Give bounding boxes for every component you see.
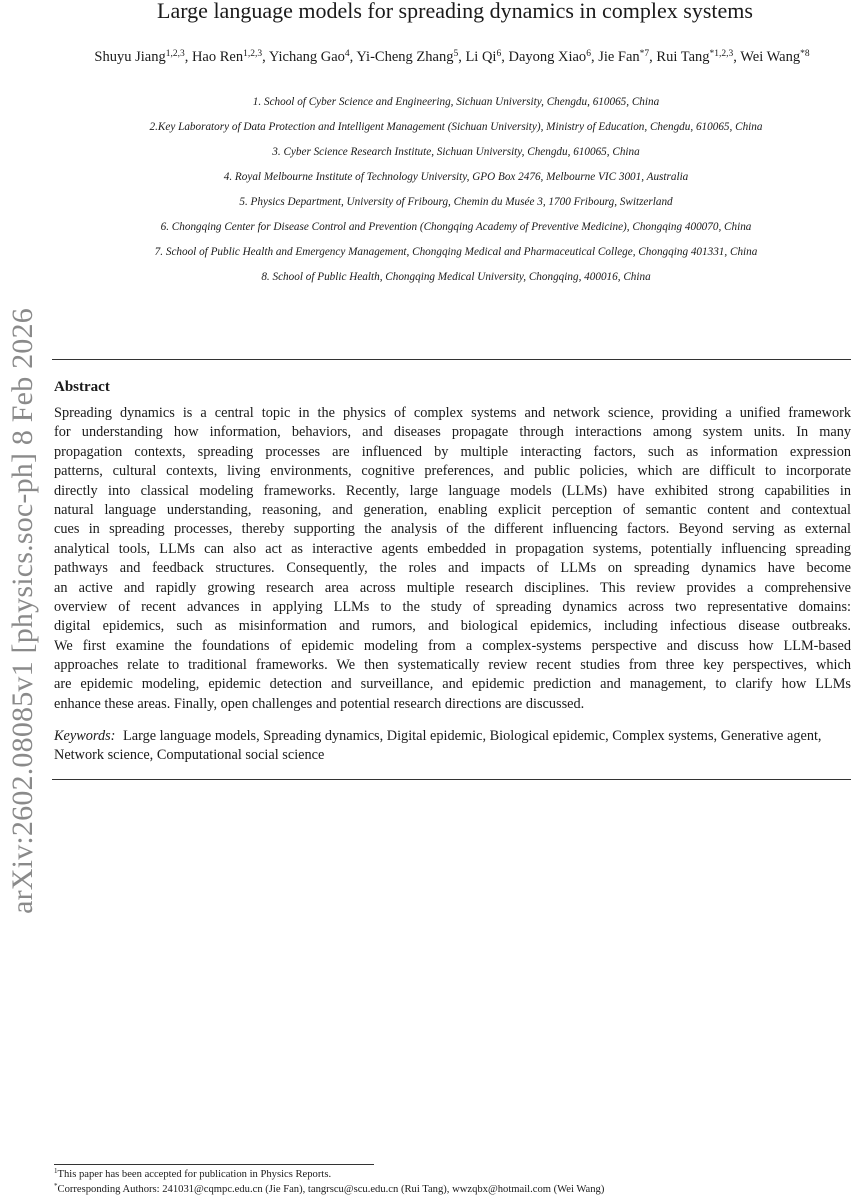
footnote-mark: 1 (54, 1167, 58, 1175)
affiliation-line: 3. Cyber Science Research Institute, Sichuan University, Chengdu, 610065, China (272, 146, 640, 158)
abstract-line: Spreading dynamics is a central topic in the physics of complex systems and network science, providing a unified framework (54, 405, 851, 421)
author-name: Yichang Gao (268, 49, 345, 65)
abstract-line: propagation contexts, spreading processes are influenced by multiple interacting factors, such as information expression (54, 443, 851, 460)
affiliation-line: 5. Physics Department, University of Fribourg, Chemin du Musée 3, 1700 Fribourg, Switzerland (239, 196, 673, 208)
author-affiliation-mark: *1,2,3 (709, 49, 734, 59)
abstract-line: enhance these areas. Finally, open challenges and potential research directions are discussed. (54, 695, 585, 712)
abstract-body (54, 404, 851, 714)
bottom-divider (52, 779, 851, 780)
author-list: Shuyu Jiang$^{1,2,3}$, Hao Ren$^{1,2,3}$, Yichang Gao$^4$, Yi-Cheng Zhang$^5$, Li Qi$^6$, Dayong Xiao$^6$, Jie Fan$^{*7}$, Rui Tang$^{*1,2,3}$, Wei Wang$^{*8}$ (94, 49, 810, 65)
abstract-line: overview of recent advances in applying LLMs to the study of spreading dynamics across two representative domains: (54, 598, 851, 615)
abstract-line: pathways and feedback structures. Consequently, the roles and impacts of LLMs on spreading dynamics have become (54, 560, 851, 577)
affiliation-line: 6. Chongqing Center for Disease Control and Prevention (Chongqing Academy of Preventive Medicine), Chongqing 400070, China (160, 221, 752, 233)
author-affiliation-mark: 6 (586, 49, 591, 59)
author-name: Dayong Xiao (508, 49, 587, 65)
author-affiliation-mark: 1,2,3 (243, 49, 263, 59)
abstract-line: patterns, cultural contexts, living environments, cognitive preferences, and public policies, which are difficult to incorporate (54, 463, 851, 480)
abstract-line: are epidemic modeling, epidemic detection and surveillance, and epidemic prediction and management, to clarify how LLMs (54, 676, 851, 693)
author-name: Li Qi (465, 49, 497, 65)
abstract-line: cues in spreading processes, thereby supporting the analysis of the different influencing factors. Beyond serving as external (54, 521, 851, 538)
abstract-line: for understanding how information, behaviors, and diseases propagate through interactions among system units. In many (54, 424, 851, 441)
footnote (54, 1167, 851, 1182)
author-name: Jie Fan (598, 49, 640, 65)
footnote-text: Corresponding Authors: 241031@cqmpc.edu.cn (Jie Fan), tangrscu@scu.edu.cn (Rui Tang), wwzqbx@hotmail.com (Wei Wang) (57, 1184, 605, 1195)
author-affiliation-mark: *7 (639, 49, 650, 59)
author-name: Rui Tang (656, 49, 710, 65)
abstract-line: an active and rapidly growing research area across multiple research disciplines. This review provides a comprehensive (54, 579, 851, 596)
author-affiliation-mark: *8 (800, 49, 810, 59)
footnotes (54, 1167, 851, 1197)
abstract-line: natural language understanding, reasoning, and generation, enabling explicit perception of semantic content and contextual (54, 501, 851, 518)
abstract-line: directly into classical modeling frameworks. Recently, large language models (LLMs) have exhibited strong capabilities in (54, 482, 851, 499)
footnote (54, 1182, 851, 1197)
affiliation-line: 8. School of Public Health, Chongqing Medical University, Chongqing, 400016, China (261, 271, 651, 283)
author-affiliation-mark: 4 (344, 49, 350, 59)
top-divider (52, 359, 851, 360)
abstract-heading: Abstract (54, 379, 110, 395)
affiliation-line: 7. School of Public Health and Emergency Management, Chongqing Medical and Pharmaceutical College, Chongqing 401331, China (154, 246, 758, 258)
abstract-line: We first examine the foundations of epidemic modeling from a complex-systems perspective and discuss how LLM-based (54, 637, 851, 654)
footnote-mark: * (54, 1182, 58, 1190)
abstract-line: digital epidemics, such as misinformation and rumors, and biological epidemics, including infectious disease outbreaks. (54, 618, 851, 635)
author-name: Shuyu Jiang (94, 49, 166, 65)
footnote-divider (54, 1164, 374, 1165)
abstract-line: analytical tools, LLMs can also act as interactive agents embedded in propagation systems, potentially influencing spreading (54, 540, 851, 557)
affiliation-line: 2.Key Laboratory of Data Protection and Intelligent Management (Sichuan University), Ministry of Education, Chengdu, 610065, China (149, 121, 763, 133)
author-name: Wei Wang (740, 49, 801, 65)
author-affiliation-mark: 6 (496, 49, 502, 59)
abstract-line: approaches relate to traditional frameworks. We then systematically review recent studies from three key perspectives, which (54, 657, 851, 674)
keywords-text: Large language models, Spreading dynamics, Digital epidemic, Biological epidemic, Complex systems, Generative agent, Network science, Computational social science (54, 728, 822, 764)
affiliation-line: 1. School of Cyber Science and Engineering, Sichuan University, Chengdu, 610065, China (252, 96, 660, 108)
author-name: Hao Ren (191, 49, 244, 65)
keywords-section (54, 727, 851, 766)
footnote-text: This paper has been accepted for publication in Physics Reports. (57, 1169, 332, 1180)
paper-title: Large language models for spreading dynamics in complex systems (157, 0, 753, 23)
author-name: Yi-Cheng Zhang (356, 49, 454, 65)
author-affiliation-mark: 5 (453, 49, 459, 59)
arxiv-identifier-sidebar: arXiv:2602.08085v1 [physics.soc-ph] 8 Feb 2026 (6, 308, 39, 914)
author-affiliation-mark: 1,2,3 (165, 49, 185, 59)
keywords-label: Keywords: (54, 728, 116, 744)
affiliation-line: 4. Royal Melbourne Institute of Technology University, GPO Box 2476, Melbourne VIC 3001, Australia (223, 171, 689, 183)
